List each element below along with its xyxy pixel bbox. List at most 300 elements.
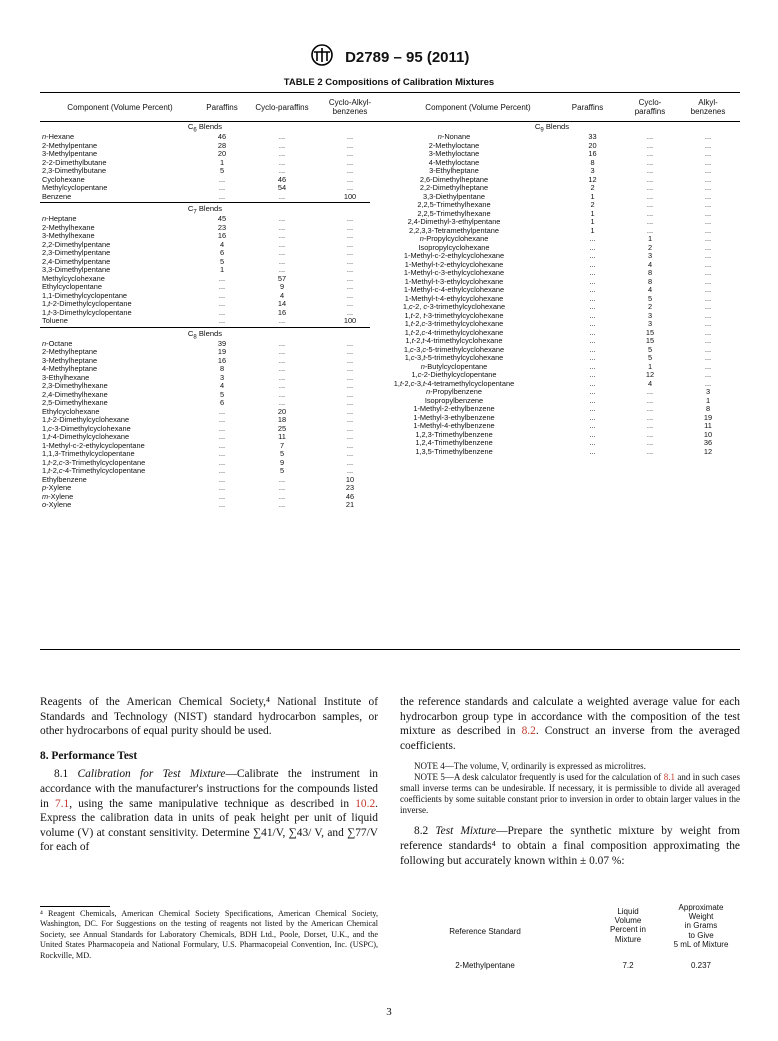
value-cell: 3	[219, 372, 225, 382]
col-header-alkylbenzenes: Alkyl- benzenes	[690, 98, 726, 116]
para-text: . Express the calibration data in units of peak height per unit of liquid volume (V) at constant sensitivity. Determine ∑41/V, ∑43/ V, and ∑77/V for each of	[40, 797, 378, 854]
value-cell: ...	[704, 242, 712, 252]
component-name: 1,c-3-Dimethylcyclohexane	[42, 423, 131, 433]
value-cell: 15	[645, 336, 655, 345]
component-name: 3-Ethylheptane	[429, 166, 479, 175]
component-name: 1-Methyl-t-3-ethylcyclohexane	[404, 276, 504, 286]
value-cell: ...	[346, 355, 354, 365]
link-8-2[interactable]: 8.2	[521, 725, 536, 738]
value-cell: 54	[277, 183, 287, 192]
table-left-column	[40, 121, 370, 510]
value-cell: 5	[279, 466, 285, 475]
value-cell: ...	[346, 265, 354, 274]
component-name: Isopropylbenzene	[424, 395, 484, 405]
component-name: 2-Methylpentane	[42, 140, 98, 150]
note-text: NOTE 5—A desk calculator frequently is used for the calculation of	[414, 772, 664, 783]
table-row	[40, 184, 370, 193]
component-name: p-Xylene	[42, 483, 72, 492]
value-cell: ...	[589, 251, 596, 260]
para-text: , using the same manipulative technique as described in	[69, 797, 356, 810]
component-name: 3-Ethylhexane	[42, 372, 90, 382]
value-cell: ...	[278, 140, 286, 150]
value-cell: ...	[704, 217, 712, 226]
link-7-1[interactable]: 7.1	[55, 797, 70, 810]
para-title: Test Mixture	[435, 825, 497, 838]
component-name: 1,1,3-Trimethylcyclopentane	[42, 449, 135, 458]
value-cell: 1	[590, 217, 595, 226]
value-cell: ...	[346, 307, 354, 317]
value-cell: ...	[589, 276, 596, 286]
table-row	[40, 467, 370, 476]
reagents-paragraph: Reagents of the American Chemical Society,⁴ National Institute of Standards and Technology (NIST) standard hydrocarbon samples, or other hydrocarbons of equal purity should be used.	[40, 696, 378, 738]
component-name: 2,3-Dimethylhexane	[42, 381, 108, 390]
component-name: 1-Methyl-2-ethylbenzene	[413, 404, 495, 413]
value-cell: 33	[588, 132, 597, 141]
value-cell: ...	[704, 293, 712, 303]
value-cell: ...	[278, 364, 286, 373]
value-cell: 46	[277, 174, 287, 184]
value-cell: ...	[218, 457, 226, 467]
value-cell: ...	[218, 406, 226, 416]
value-cell: ...	[589, 336, 596, 345]
component-name: Ethylcyclohexane	[42, 406, 100, 416]
component-name: o-Xylene	[42, 500, 72, 509]
value-cell: 4	[647, 378, 653, 388]
value-cell: ...	[704, 268, 712, 277]
value-cell: ...	[218, 299, 226, 308]
component-name: 1,t-2,c-3-trimethylcyclohexane	[404, 319, 504, 328]
table-row	[370, 159, 740, 168]
col-header-cycloalkylbenzenes: Cyclo-Alkyl- benzenes	[328, 98, 372, 116]
value-cell: 28	[217, 140, 227, 150]
value-cell: ...	[646, 429, 654, 439]
value-cell: ...	[646, 208, 654, 218]
col-header-cycloparaffins-left: Cyclo-paraffins	[255, 103, 309, 112]
component-name: 1,c-2-Diethylcyclopentane	[411, 370, 497, 379]
component-name: 1-Methyl-4-ethylbenzene	[413, 421, 495, 430]
blend-heading: $C_8$ Blends	[187, 328, 223, 341]
value-cell: 5	[647, 353, 653, 362]
value-cell: ...	[646, 438, 654, 447]
value-cell: ...	[278, 231, 286, 240]
component-name: 1,t-2,c-3,t-4-tetramethylcyclopentane	[393, 378, 515, 388]
value-cell: ...	[278, 474, 286, 484]
value-cell: ...	[278, 191, 286, 201]
value-cell: 1	[647, 361, 653, 371]
value-cell: 20	[588, 140, 597, 150]
value-cell: 100	[343, 316, 357, 325]
value-cell: 4	[219, 381, 225, 390]
value-cell: ...	[646, 132, 654, 141]
value-cell: ...	[589, 310, 596, 320]
value-cell: ...	[346, 273, 354, 283]
value-cell: ...	[589, 344, 596, 354]
value-cell: ...	[589, 234, 596, 243]
value-cell: ...	[646, 183, 654, 192]
component-name: 2-Methyloctane	[428, 140, 480, 150]
value-cell: ...	[646, 225, 654, 235]
value-cell: 8	[647, 276, 653, 286]
value-cell: 7	[279, 440, 285, 450]
value-cell: 5	[647, 344, 653, 354]
value-cell: ...	[346, 466, 354, 475]
right-text-column	[400, 695, 740, 868]
value-cell: ...	[346, 299, 354, 308]
value-cell: ...	[589, 370, 596, 379]
value-cell: ...	[704, 310, 712, 320]
value-cell: ...	[704, 208, 712, 218]
table-header-row	[40, 92, 740, 122]
value-cell: ...	[218, 432, 226, 441]
value-cell: ...	[278, 256, 286, 266]
component-name: n-Hexane	[42, 132, 75, 141]
value-cell: ...	[704, 327, 712, 337]
value-cell: ...	[278, 239, 286, 249]
table-bottom-rule	[40, 649, 740, 650]
component-name: 2,4-Dimethylhexane	[42, 389, 108, 399]
value-cell: ...	[646, 387, 654, 396]
value-cell: 8	[705, 404, 711, 413]
component-name: 2,3-Dimethylpentane	[42, 248, 111, 257]
value-cell: ...	[646, 166, 654, 175]
value-cell: ...	[589, 378, 596, 388]
ref-header-volume: Liquid Volume Percent in Mixture	[609, 907, 647, 944]
col-header-component-left: Component (Volume Percent)	[67, 103, 173, 112]
value-cell: ...	[218, 316, 226, 325]
table-title: TABLE 2 Compositions of Calibration Mixtures	[283, 77, 495, 88]
component-name: 1,3,5-Trimethylbenzene	[415, 446, 493, 456]
col-header-paraffins-left: Paraffins	[206, 103, 238, 112]
value-cell: ...	[346, 372, 354, 382]
col-header-cycloparaffins-right: Cyclo- paraffins	[634, 98, 666, 116]
value-cell: 11	[704, 421, 712, 430]
component-name: 1,t-2,c-4-Trimethylcyclopentane	[42, 466, 146, 475]
value-cell: 10	[703, 429, 713, 439]
value-cell: ...	[589, 302, 596, 311]
component-name: 3-Methylhexane	[42, 231, 95, 240]
value-cell: ...	[704, 200, 712, 209]
value-cell: ...	[278, 157, 286, 167]
value-cell: ...	[704, 336, 712, 345]
value-cell: ...	[218, 466, 226, 475]
value-cell: ...	[218, 282, 226, 291]
component-name: n-Octane	[42, 338, 73, 348]
component-name: Methylcyclohexane	[42, 273, 105, 283]
component-name: 1,t-2-Dimethylcyclopentane	[42, 299, 132, 308]
value-cell: ...	[646, 174, 654, 184]
component-name: 1-Methyl-c-2-ethylcyclopentane	[42, 440, 145, 450]
value-cell: ...	[346, 364, 354, 373]
value-cell: ...	[589, 395, 596, 405]
value-cell: ...	[589, 404, 596, 413]
value-cell: 9	[279, 282, 285, 291]
footnote-4: ⁴ Reagent Chemicals, American Chemical Society Specifications, American Chemical Society, Washington, DC. For Suggestions on the testing of reagents not listed by the American Chemical Society, see Annual Standards for Laboratory Chemicals, BDH Ltd., Poole, Dorset, U.K., and the United States Pharmacopeia and National Formulary, U.S. Pharmacopeial Convention, Inc. (USPC), Rockville, MD.	[40, 909, 378, 960]
value-cell: 8	[647, 268, 653, 277]
value-cell: ...	[346, 423, 354, 433]
value-cell: ...	[589, 429, 596, 439]
value-cell: 18	[277, 415, 287, 424]
component-name: 3-Methyloctane	[428, 149, 480, 158]
value-cell: ...	[704, 378, 712, 388]
component-name: 1-Methyl-c-4-ethylcyclohexane	[403, 285, 505, 294]
value-cell: ...	[218, 423, 226, 433]
component-name: 2-Methylheptane	[42, 347, 98, 356]
component-name: 2,2,5-Trimethylhexane	[417, 208, 491, 218]
para-title: Calibration for Test Mixture	[77, 768, 226, 781]
value-cell: ...	[589, 327, 596, 337]
value-cell: ...	[704, 259, 712, 269]
value-cell: 12	[588, 174, 597, 184]
value-cell: ...	[218, 273, 226, 283]
value-cell: 1	[590, 225, 595, 235]
para-text: . Construct an inverse from the averaged coefficients.	[400, 725, 741, 752]
value-cell: 23	[345, 483, 355, 492]
note-text: and in such cases small inverse terms can be undesirable. If necessary, it is permissible to divide all averaged coefficients by some suitable constant prior to inversion in order to obtain larger values in the inverse.	[400, 772, 740, 816]
value-cell: 20	[277, 406, 287, 416]
component-name: 1-Methyl-c-3-ethylcyclohexane	[403, 268, 505, 277]
table-row	[40, 193, 370, 202]
value-cell: 36	[703, 438, 713, 447]
value-cell: ...	[346, 183, 354, 192]
value-cell: ...	[218, 491, 226, 501]
value-cell: ...	[346, 166, 354, 175]
component-name: 2-2-Dimethylbutane	[42, 157, 107, 167]
value-cell: 4	[647, 259, 653, 269]
value-cell: 8	[219, 364, 225, 373]
para-number: 8.1	[54, 768, 69, 781]
component-name: 1,c-2, c-3-trimethylcyclohexane	[402, 302, 506, 311]
value-cell: 2	[647, 302, 653, 311]
value-cell: 3	[647, 251, 653, 260]
value-cell: 5	[219, 389, 225, 399]
para-text: —Calibrate the instrument in accordance with the manufacturer's instructions for the compounds listed in	[40, 768, 378, 810]
value-cell: ...	[346, 140, 354, 150]
value-cell: 1	[219, 265, 225, 274]
value-cell: 21	[345, 500, 355, 509]
table-row	[370, 448, 740, 457]
value-cell: ...	[704, 285, 712, 294]
component-name: Methylcyclopentane	[42, 183, 108, 192]
value-cell: 19	[217, 347, 227, 356]
ref-header-weight: Approximate Weight in Grams to Give 5 mL of Mixture	[673, 903, 729, 949]
component-name: 1,t-4-Dimethylcyclohexane	[42, 432, 130, 441]
value-cell: ...	[278, 355, 286, 365]
value-cell: ...	[346, 406, 354, 416]
table-row	[40, 493, 370, 502]
value-cell: ...	[346, 256, 354, 266]
value-cell: ...	[346, 157, 354, 167]
value-cell: ...	[278, 381, 286, 390]
ref-standard-name: 2-Methylpentane	[455, 961, 515, 970]
link-10-2[interactable]: 10.2	[355, 797, 376, 810]
value-cell: ...	[346, 457, 354, 467]
value-cell: 1	[219, 157, 225, 167]
value-cell: ...	[218, 449, 226, 458]
value-cell: 5	[279, 449, 285, 458]
value-cell: ...	[646, 412, 654, 422]
value-cell: 3	[647, 319, 653, 328]
para-text: the reference standards and calculate a weighted average value for each hydrocarbon group type in accordance with the composition of the test mixture as described in	[400, 696, 740, 738]
astm-logo	[309, 44, 335, 71]
page-header	[0, 44, 778, 71]
component-name: 2,4-Dimethylpentane	[42, 256, 111, 266]
value-cell: ...	[218, 500, 226, 509]
component-name: 1,t-2,c-4-trimethylcyclohexane	[404, 327, 504, 337]
value-cell: ...	[218, 307, 226, 317]
component-name: n-Butylcyclopentane	[420, 361, 488, 371]
component-name: 3,3-Dimethylpentane	[42, 265, 111, 274]
value-cell: ...	[346, 381, 354, 390]
value-cell: ...	[218, 440, 226, 450]
value-cell: ...	[704, 191, 712, 201]
value-cell: ...	[646, 217, 654, 226]
component-name: 3-Methylheptane	[42, 355, 98, 365]
link-8-1[interactable]: 8.1	[663, 772, 675, 783]
value-cell: ...	[278, 483, 286, 492]
value-cell: ...	[346, 132, 354, 141]
value-cell: ...	[278, 338, 286, 348]
value-cell: ...	[278, 214, 286, 223]
ref-weight-value: 0.237	[690, 961, 712, 970]
component-name: Toluene	[42, 316, 68, 325]
value-cell: ...	[589, 268, 596, 277]
value-cell: ...	[646, 149, 654, 158]
component-name: n-Propylbenzene	[426, 387, 482, 396]
component-name: 1-Methyl-c-2-ethylcyclohexane	[403, 251, 505, 260]
value-cell: 3	[647, 310, 653, 320]
component-name: 3-Methylpentane	[42, 149, 98, 158]
value-cell: 1	[647, 234, 653, 243]
value-cell: 4	[279, 290, 285, 300]
value-cell: ...	[346, 449, 354, 458]
value-cell: 39	[217, 338, 227, 348]
component-name: Ethylbenzene	[42, 474, 87, 484]
component-name: 1,c-3,c-5-trimethylcyclohexane	[403, 344, 505, 354]
component-name: 1-Methyl-3-ethylbenzene	[413, 412, 495, 422]
value-cell: ...	[646, 200, 654, 209]
value-cell: 6	[219, 248, 225, 257]
value-cell: 9	[279, 457, 285, 467]
value-cell: ...	[589, 293, 596, 303]
value-cell: 23	[217, 222, 227, 232]
value-cell: ...	[646, 140, 654, 150]
component-name: 2,6-Dimethylheptane	[419, 174, 489, 184]
left-text-column	[40, 695, 378, 855]
component-name: 1,2,3-Trimethylbenzene	[415, 429, 493, 439]
paragraph-8-2	[400, 824, 740, 868]
value-cell: 3	[590, 166, 595, 175]
reference-standard-table	[400, 903, 740, 973]
value-cell: ...	[704, 302, 712, 311]
value-cell: ...	[278, 248, 286, 257]
value-cell: ...	[646, 421, 654, 430]
component-name: 2,2,5-Trimethylhexane	[417, 200, 491, 209]
component-name: 2,2-Dimethylpentane	[42, 239, 111, 249]
component-name: 1,t-2-Dimethylcyclohexane	[42, 415, 130, 424]
note-5	[400, 772, 740, 816]
value-cell: ...	[589, 421, 596, 430]
value-cell: ...	[346, 398, 354, 407]
value-cell: ...	[346, 290, 354, 300]
table-row	[40, 501, 370, 510]
value-cell: 1	[590, 208, 595, 218]
value-cell: ...	[278, 500, 286, 509]
value-cell: ...	[346, 149, 354, 158]
weighted-average-paragraph	[400, 695, 740, 753]
value-cell: 6	[219, 398, 225, 407]
value-cell: ...	[346, 440, 354, 450]
value-cell: 19	[703, 412, 713, 422]
value-cell: ...	[704, 344, 712, 354]
value-cell: 2	[590, 200, 595, 209]
value-cell: ...	[704, 174, 712, 184]
value-cell: 16	[588, 149, 597, 158]
value-cell: ...	[278, 166, 286, 175]
value-cell: 2	[647, 242, 653, 252]
value-cell: 46	[345, 491, 355, 501]
value-cell: 14	[277, 299, 287, 308]
value-cell: ...	[346, 282, 354, 291]
component-name: 1-Methyl-t-2-ethylcyclohexane	[404, 259, 504, 269]
value-cell: 5	[647, 293, 653, 303]
value-cell: ...	[589, 353, 596, 362]
table-row	[40, 309, 370, 318]
value-cell: ...	[218, 415, 226, 424]
value-cell: ...	[589, 285, 596, 294]
value-cell: 100	[343, 191, 357, 201]
blend-heading: $C_6$ Blends	[187, 122, 223, 134]
component-name: 1,t-2,t-4-trimethylcyclohexane	[405, 336, 503, 345]
para-text: —Prepare the synthetic mixture by weight from reference standards⁴ to obtain a final composition approximating the following but accurately known within ± 0.07 %:	[400, 825, 740, 867]
value-cell: ...	[704, 251, 712, 260]
component-name: 1,t-3-Dimethylcyclopentane	[42, 307, 132, 317]
component-name: Benzene	[42, 191, 72, 201]
value-cell: ...	[278, 398, 286, 407]
component-name: 2,2-Dimethylheptane	[419, 183, 489, 192]
component-name: 1,t-2, t-3-trimethylcyclohexane	[404, 310, 504, 320]
value-cell: 57	[277, 273, 287, 283]
blend-heading: $C_7$ Blends	[187, 204, 223, 216]
value-cell: ...	[346, 248, 354, 257]
value-cell: ...	[589, 242, 596, 252]
value-cell: 4	[219, 239, 225, 249]
ref-table-row	[400, 961, 740, 973]
value-cell: 16	[277, 307, 287, 317]
col-header-paraffins-right: Paraffins	[571, 103, 604, 112]
section-8-heading: 8. Performance Test	[40, 749, 138, 762]
value-cell: 25	[277, 423, 287, 433]
value-cell: ...	[346, 389, 354, 399]
component-name: Isopropylcyclohexane	[418, 242, 490, 252]
component-name: Ethylcyclopentane	[42, 282, 102, 291]
value-cell: ...	[589, 361, 596, 371]
value-cell: 46	[217, 132, 227, 141]
component-name: 2-Methylhexane	[42, 222, 95, 232]
value-cell: ...	[704, 157, 712, 167]
para-number: 8.2	[414, 825, 429, 838]
value-cell: ...	[278, 372, 286, 382]
value-cell: ...	[589, 412, 596, 422]
value-cell: ...	[278, 389, 286, 399]
ref-header-standard: Reference Standard	[449, 927, 521, 936]
value-cell: ...	[704, 140, 712, 150]
value-cell: ...	[704, 149, 712, 158]
value-cell: ...	[278, 347, 286, 356]
value-cell: ...	[589, 259, 596, 269]
footnote-rule	[40, 906, 110, 907]
col-header-component-right: Component (Volume Percent)	[425, 103, 531, 112]
component-name: 1-Methyl-t-4-ethylcyclohexane	[404, 293, 504, 303]
